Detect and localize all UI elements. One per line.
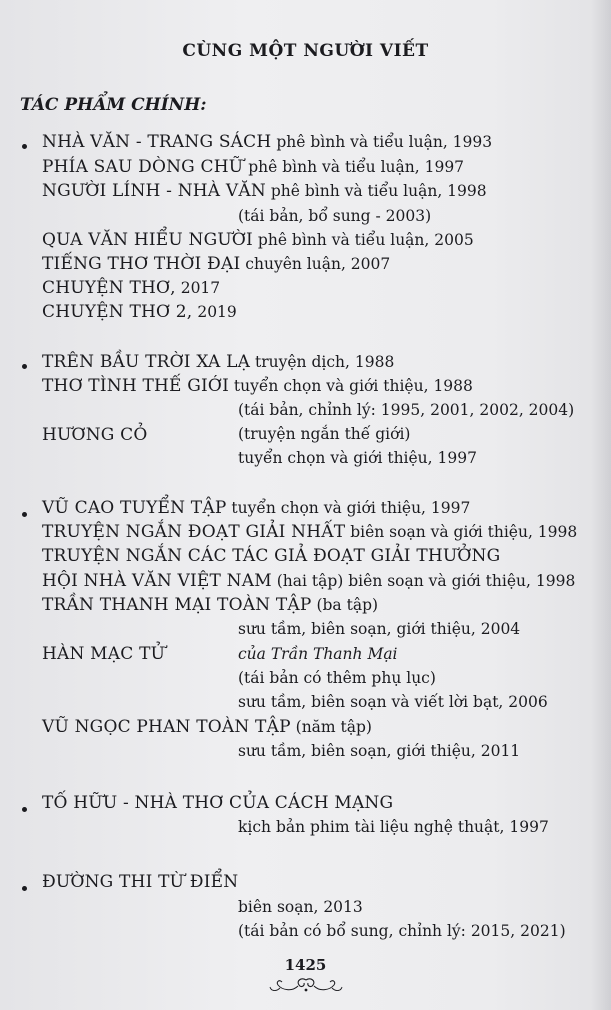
page-number: 1425: [284, 956, 327, 974]
edition-note: [238, 924, 566, 940]
work-note: (tái bản, bổ sung - 2003): [238, 207, 432, 225]
work-note-line: [238, 647, 398, 663]
work-title: TRUYỆN NGẮN CÁC TÁC GIẢ ĐOẠT GIẢI THƯỞNG: [42, 546, 501, 566]
work-entry: [42, 719, 372, 736]
work-entry: [42, 646, 165, 663]
work-title: CHUYỆN THƠ 2,: [42, 302, 193, 322]
work-note: của Trần Thanh Mại: [238, 645, 398, 663]
work-title: TRÊN BẦU TRỜI XA LẠ: [42, 352, 251, 372]
work-note-line: [238, 622, 520, 638]
work-entry: [42, 280, 220, 297]
work-note: (ba tập): [311, 596, 379, 614]
work-note-line: [238, 695, 548, 711]
work-note: tuyển chọn và giới thiệu, 1997: [226, 499, 471, 517]
work-title: HÀN MẠC TỬ: [42, 644, 166, 664]
work-note: phê bình và tiểu luận, 1993: [271, 133, 493, 151]
work-entry: [42, 427, 148, 444]
work-note: (truyện ngắn thế giới): [238, 425, 411, 443]
work-note: phê bình và tiểu luận, 2005: [252, 231, 474, 249]
work-entry: [42, 573, 575, 590]
work-entry: [42, 378, 473, 395]
bullet-group-5: [22, 886, 27, 891]
work-note: phê bình và tiểu luận, 1997: [243, 158, 465, 176]
work-note: biên soạn và giới thiệu, 1998: [345, 523, 578, 541]
bullet-group-2: [22, 364, 27, 369]
work-note: tuyển chọn và giới thiệu, 1988: [229, 377, 473, 395]
work-note: 2017: [175, 279, 221, 297]
work-title: NGƯỜI LÍNH - NHÀ VĂN: [42, 181, 266, 201]
work-title: TRUYỆN NGẮN ĐOẠT GIẢI NHẤT: [42, 522, 346, 542]
work-entry: [42, 795, 393, 812]
page-header: CÙNG MỘT NGƯỜI VIẾT: [182, 41, 429, 61]
work-title: TRẦN THANH MẠI TOÀN TẬP: [42, 595, 312, 615]
work-note-line: [238, 900, 363, 916]
work-note: biên soạn, 2013: [238, 898, 363, 916]
bullet-group-4: [22, 807, 27, 812]
work-title: HƯƠNG CỎ: [42, 425, 148, 445]
work-title: PHÍA SAU DÒNG CHỮ: [42, 157, 244, 177]
work-title: HỘI NHÀ VĂN VIỆT NAM: [42, 571, 272, 591]
work-entry: [42, 354, 394, 371]
section-title: TÁC PHẨM CHÍNH:: [20, 95, 207, 115]
work-title: THƠ TÌNH THẾ GIỚI: [42, 376, 229, 396]
work-entry: [42, 159, 464, 176]
work-title: VŨ NGỌC PHAN TOÀN TẬP: [42, 717, 291, 737]
work-note: sưu tầm, biên soạn và viết lời bạt, 2006: [238, 693, 548, 711]
edition-note: [238, 671, 436, 687]
work-note: 2019: [192, 303, 237, 321]
work-title: CHUYỆN THƠ,: [42, 278, 176, 298]
work-entry: [42, 500, 470, 517]
work-note-line: [238, 427, 410, 443]
work-note: sưu tầm, biên soạn, giới thiệu, 2004: [238, 620, 521, 638]
work-note: sưu tầm, biên soạn, giới thiệu, 2011: [238, 742, 521, 760]
page-edge-shadow: [591, 0, 611, 1010]
work-note: phê bình và tiểu luận, 1998: [265, 182, 487, 200]
bullet-group-3: [22, 512, 27, 517]
work-title: ĐƯỜNG THI TỪ ĐIỂN: [42, 872, 239, 892]
edition-note: [238, 403, 574, 419]
bullet-group-1: [22, 144, 27, 149]
work-note: truyện dịch, 1988: [250, 353, 395, 371]
work-note: (hai tập) biên soạn và giới thiệu, 1998: [271, 572, 576, 590]
flourish-ornament-icon: [268, 976, 344, 996]
work-note-line: [238, 744, 520, 760]
work-entry: [42, 524, 577, 541]
work-title: TỐ HỮU - NHÀ THƠ CỦA CÁCH MẠNG: [42, 793, 394, 813]
work-title: NHÀ VĂN - TRANG SÁCH: [42, 132, 272, 152]
work-note: chuyên luận, 2007: [240, 255, 391, 273]
work-note: (năm tập): [290, 718, 372, 736]
work-entry: [42, 874, 238, 891]
work-entry: [42, 304, 237, 321]
work-title: VŨ CAO TUYỂN TẬP: [42, 498, 227, 518]
edition-note: [238, 209, 431, 225]
work-note-line: [238, 820, 549, 836]
work-note-line: [238, 451, 477, 467]
work-title: TIẾNG THƠ THỜI ĐẠI: [42, 254, 241, 274]
work-entry: [42, 134, 492, 151]
work-note: (tái bản có bổ sung, chỉnh lý: 2015, 2021): [238, 922, 566, 940]
work-note: (tái bản có thêm phụ lục): [238, 669, 436, 687]
work-entry: [42, 232, 474, 249]
work-note: (tái bản, chỉnh lý: 1995, 2001, 2002, 2004): [238, 401, 575, 419]
work-entry: [42, 256, 390, 273]
work-note: tuyển chọn và giới thiệu, 1997: [238, 449, 477, 467]
work-entry: [42, 548, 500, 565]
work-entry: [42, 597, 378, 614]
work-entry: [42, 183, 487, 200]
work-title: QUA VĂN HIỂU NGƯỜI: [42, 230, 253, 250]
work-note: kịch bản phim tài liệu nghệ thuật, 1997: [238, 818, 549, 836]
